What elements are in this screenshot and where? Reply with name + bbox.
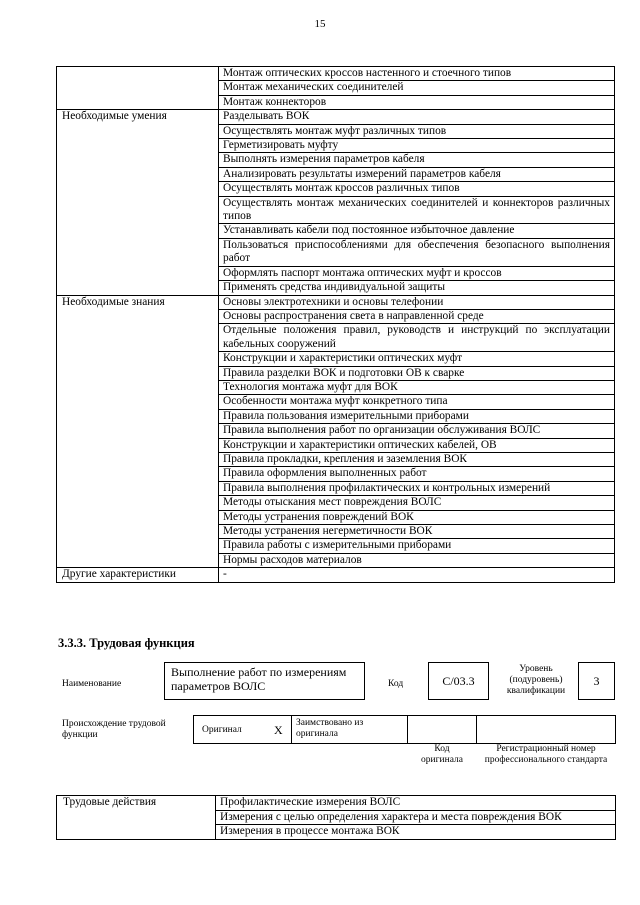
row-item: Методы устранения негерметичности ВОК [219,525,615,539]
row-item: Осуществлять монтаж механических соединителей и коннекторов различных типов [219,196,615,224]
row-item: Осуществлять монтаж кроссов различных типов [219,182,615,196]
row-item: Пользоваться приспособлениями для обеспечения безопасного выполнения работ [219,238,615,266]
section-heading: 3.3.3. Трудовая функция [58,636,195,650]
row-item: Измерения с целью определения характера и места повреждения ВОК [216,810,616,825]
row-item: Правила разделки ВОК и подготовки ОВ к сварке [219,366,615,380]
table-row [57,67,615,81]
table-row [57,568,615,582]
row-item: Применять средства индивидуальной защиты [219,281,615,295]
competency-table [56,66,615,583]
level-value: 3 [593,673,600,688]
row-item: Особенности монтажа муфт конкретного типа [219,395,615,409]
page-number: 15 [314,18,326,30]
row-item: Устанавливать кабели под постоянное избыточное давление [219,224,615,238]
row-label: Трудовые действия [57,796,216,840]
level-value-box [578,662,615,700]
row-label [57,67,219,110]
row-item: Правила выполнения профилактических и контрольных измерений [219,481,615,495]
row-item: Основы распространения света в направленной среде [219,309,615,323]
original-label: Оригинал [202,725,242,735]
row-item: Осуществлять монтаж муфт различных типов [219,124,615,138]
row-item: Разделывать ВОК [219,110,615,124]
row-label: Другие характеристики [57,568,219,582]
level-label: Уровень (подуровень) квалификации [506,664,566,696]
row-item: Отдельные положения правил, руководств и инструкций по эксплуатации кабельных сооружений [219,324,615,352]
row-item: Правила пользования измерительными приборами [219,409,615,423]
row-item: Оформлять паспорт монтажа оптических муфт и кроссов [219,266,615,280]
labor-actions-table [56,795,616,840]
code-original-box [407,715,477,744]
row-item: Методы отыскания мест повреждения ВОЛС [219,496,615,510]
row-item: Основы электротехники и основы телефонии [219,295,615,309]
row-item: Анализировать результаты измерений параметров кабеля [219,167,615,181]
row-label: Необходимые умения [57,110,219,295]
row-item: Технология монтажа муфт для ВОК [219,380,615,394]
original-box [193,715,292,744]
row-label: Необходимые знания [57,295,219,568]
borrowed-label: Заимствовано из оригинала [296,718,364,739]
table-row [57,796,616,811]
name-value: Выполнение работ по измерениям параметров ВОЛС [171,665,347,693]
table-row [57,295,615,309]
origin-label: Происхождение трудовой функции [62,719,166,740]
name-label: Наименование [62,679,122,689]
code-value-box [428,662,489,700]
row-item: Измерения в процессе монтажа ВОК [216,825,616,840]
row-item: Монтаж оптических кроссов настенного и стоечного типов [219,67,615,81]
code-value: C/03.3 [442,673,475,688]
row-item: Монтаж механических соединителей [219,81,615,95]
row-item: Правила прокладки, крепления и заземления ВОК [219,452,615,466]
row-item: Правила выполнения работ по организации обслуживания ВОЛС [219,424,615,438]
row-item: Методы устранения повреждений ВОК [219,510,615,524]
row-item: Правила оформления выполненных работ [219,467,615,481]
row-item: Профилактические измерения ВОЛС [216,796,616,811]
row-item: Нормы расходов материалов [219,553,615,567]
row-item: Герметизировать муфту [219,139,615,153]
row-item: Конструкции и характеристики оптических кабелей, ОВ [219,438,615,452]
reg-number-box [476,715,616,744]
row-item: Монтаж коннекторов [219,95,615,109]
row-item: Выполнять измерения параметров кабеля [219,153,615,167]
code-original-label: Код оригинала [421,744,463,765]
reg-number-label: Регистрационный номер профессионального стандарта [484,744,608,765]
name-value-box [164,662,365,700]
row-item: Правила работы с измерительными приборами [219,539,615,553]
row-item: - [219,568,615,582]
borrowed-box [291,715,408,744]
original-mark: X [274,723,283,737]
code-label: Код [388,679,404,689]
table-row [57,110,615,124]
row-item: Конструкции и характеристики оптических муфт [219,352,615,366]
